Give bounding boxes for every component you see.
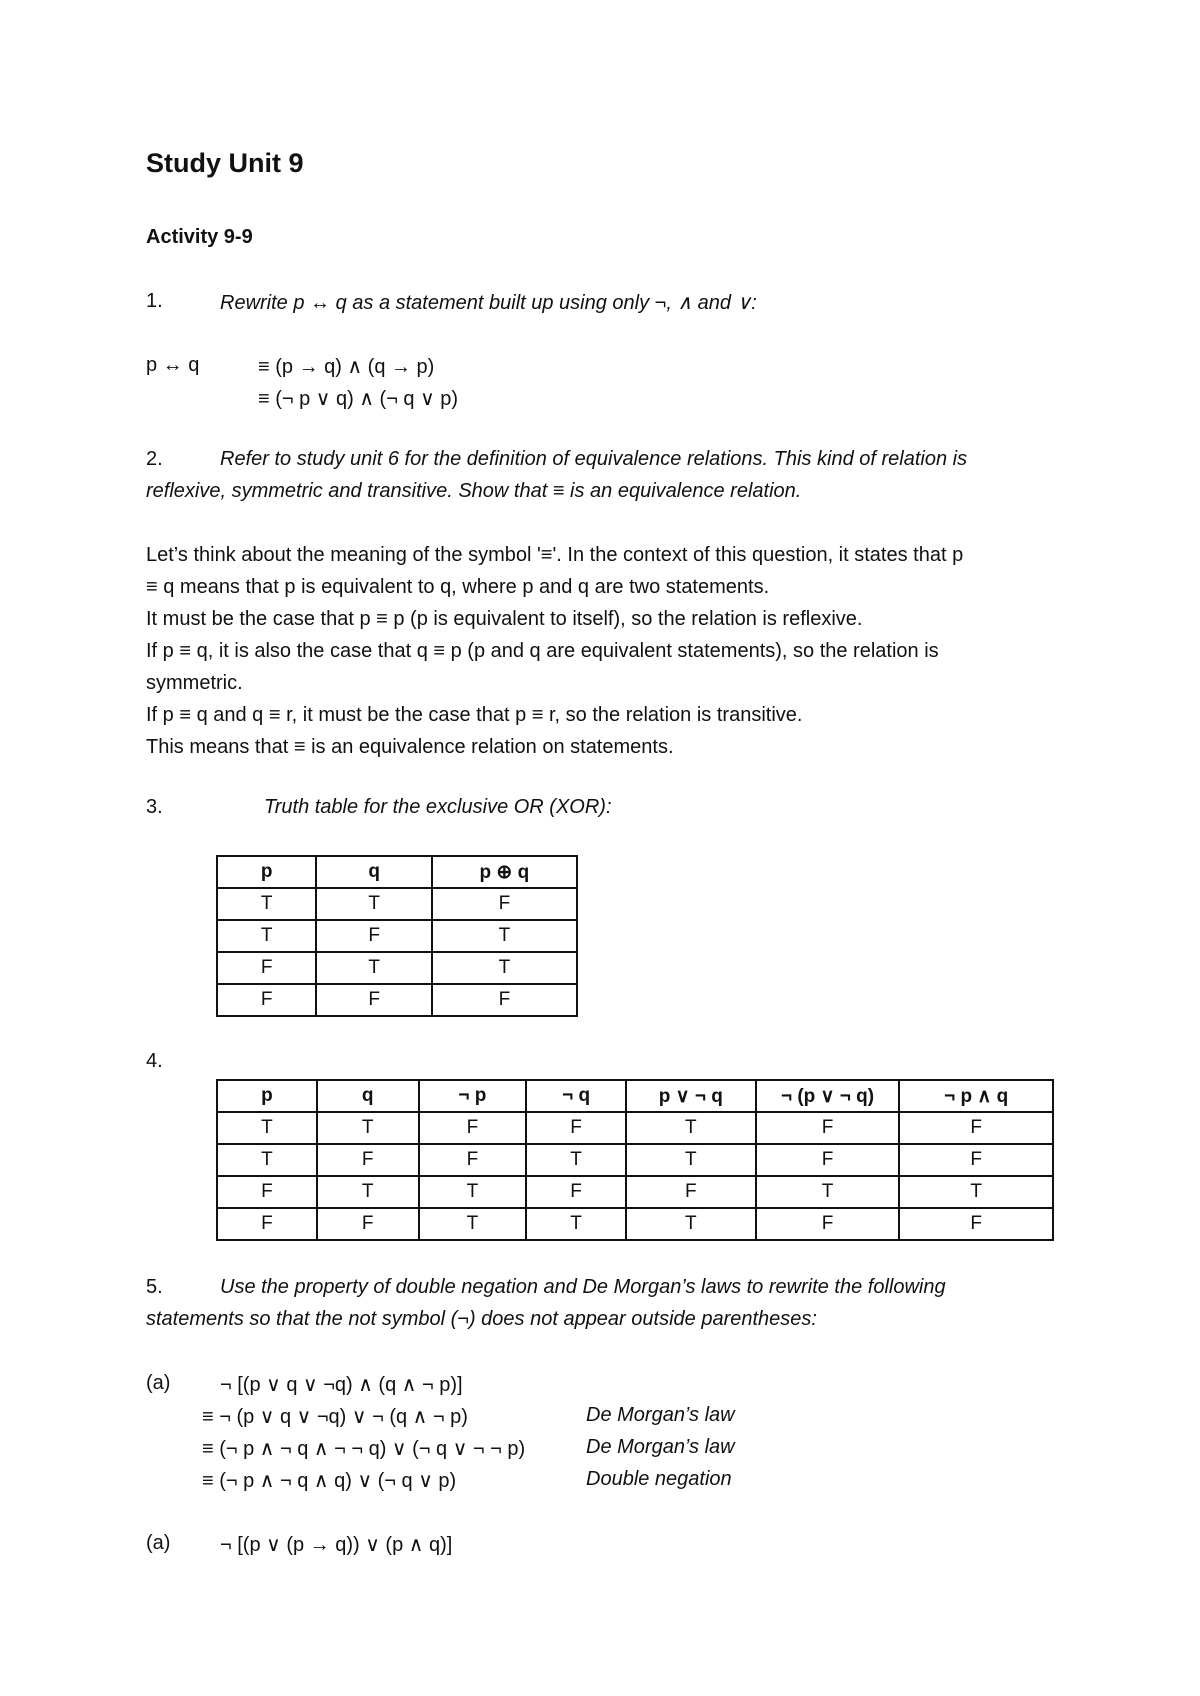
table-cell: F xyxy=(432,888,577,920)
table-cell: T xyxy=(526,1144,626,1176)
q3-number: 3. xyxy=(146,796,163,818)
table-cell: F xyxy=(217,1176,317,1208)
q4-number: 4. xyxy=(146,1050,163,1072)
table-cell: F xyxy=(317,1144,419,1176)
table-cell: T xyxy=(317,1112,419,1144)
column-header: ¬ (p ∨ ¬ q) xyxy=(756,1080,900,1112)
table-row xyxy=(217,1144,1053,1176)
q2-answer-line-5: symmetric. xyxy=(146,672,243,694)
column-header: ¬ p xyxy=(419,1080,527,1112)
table-cell: F xyxy=(756,1112,900,1144)
table-cell: T xyxy=(432,952,577,984)
table-cell: F xyxy=(217,1208,317,1240)
column-header: p ∨ ¬ q xyxy=(626,1080,756,1112)
q5-part-b-label: (a) xyxy=(146,1532,171,1554)
q2-prompt-line-2: reflexive, symmetric and transitive. Show that ≡ is an equivalence relation. xyxy=(146,480,802,502)
table-row xyxy=(217,952,577,984)
column-header: q xyxy=(316,856,431,888)
table-cell: T xyxy=(432,920,577,952)
table-cell: F xyxy=(316,920,431,952)
table-cell: T xyxy=(317,1176,419,1208)
table-cell: F xyxy=(899,1144,1053,1176)
table-cell: F xyxy=(526,1112,626,1144)
table-cell: F xyxy=(316,984,431,1016)
q5-step-2-expression: ≡ (¬ p ∧ ¬ q ∧ ¬ ¬ q) ∨ (¬ q ∨ ¬ ¬ p) xyxy=(202,1438,526,1460)
column-header: p ⊕ q xyxy=(432,856,577,888)
q1-step-2: ≡ (¬ p ∨ q) ∧ (¬ q ∨ p) xyxy=(258,388,459,410)
table-row xyxy=(217,1208,1053,1240)
q2-answer-line-2: ≡ q means that p is equivalent to q, where p and q are two statements. xyxy=(146,576,770,598)
q2-answer-line-7: This means that ≡ is an equivalence relation on statements. xyxy=(146,736,674,758)
table-cell: T xyxy=(899,1176,1053,1208)
q2-number: 2. xyxy=(146,448,163,470)
q1-number: 1. xyxy=(146,290,163,312)
table-cell: F xyxy=(756,1208,900,1240)
table-cell: F xyxy=(217,952,316,984)
q5-part-b-expression: ¬ [(p ∨ (p → q)) ∨ (p ∧ q)] xyxy=(220,1534,453,1556)
table-cell: T xyxy=(419,1176,527,1208)
column-header: p xyxy=(217,856,316,888)
q3-prompt: Truth table for the exclusive OR (XOR): xyxy=(264,796,612,818)
table-cell: T xyxy=(217,920,316,952)
q5-step-3-expression: ≡ (¬ p ∧ ¬ q ∧ q) ∨ (¬ q ∨ p) xyxy=(202,1470,457,1492)
q2-answer-line-6: If p ≡ q and q ≡ r, it must be the case that p ≡ r, so the relation is transitive. xyxy=(146,704,803,726)
table-cell: F xyxy=(526,1176,626,1208)
table-cell: T xyxy=(316,952,431,984)
table-cell: F xyxy=(419,1144,527,1176)
q5-step-1-expression: ≡ ¬ (p ∨ q ∨ ¬q) ∨ ¬ (q ∧ ¬ p) xyxy=(202,1406,468,1428)
activity-heading: Activity 9-9 xyxy=(146,226,253,248)
table-cell: F xyxy=(432,984,577,1016)
table-cell: T xyxy=(626,1208,756,1240)
xor-truth-table xyxy=(216,855,578,1017)
table-cell: T xyxy=(217,1144,317,1176)
table-row xyxy=(217,1112,1053,1144)
q5-step-1-reason: De Morgan’s law xyxy=(586,1404,735,1426)
table-cell: T xyxy=(217,1112,317,1144)
q5-part-a-expression: ¬ [(p ∨ q ∨ ¬q) ∧ (q ∧ ¬ p)] xyxy=(220,1374,463,1396)
table-row xyxy=(217,888,577,920)
q1-step-1: ≡ (p → q) ∧ (q → p) xyxy=(258,356,435,378)
table-cell: T xyxy=(756,1176,900,1208)
table-cell: T xyxy=(626,1112,756,1144)
q2-prompt-line-1: Refer to study unit 6 for the definition of equivalence relations. This kind of relation is xyxy=(220,448,968,470)
q5-prompt-line-1: Use the property of double negation and De Morgan’s laws to rewrite the following xyxy=(220,1276,946,1298)
table-cell: F xyxy=(899,1208,1053,1240)
table-cell: F xyxy=(419,1112,527,1144)
negation-truth-table xyxy=(216,1079,1054,1241)
table-row xyxy=(217,920,577,952)
table-cell: F xyxy=(217,984,316,1016)
table-cell: F xyxy=(626,1176,756,1208)
q2-answer-line-4: If p ≡ q, it is also the case that q ≡ p (p and q are equivalent statements), so the relation is xyxy=(146,640,939,662)
table-row xyxy=(217,1176,1053,1208)
q1-lhs: p ↔ q xyxy=(146,354,200,376)
table-cell: T xyxy=(316,888,431,920)
table-header-row xyxy=(217,856,577,888)
column-header: p xyxy=(217,1080,317,1112)
column-header: ¬ p ∧ q xyxy=(899,1080,1053,1112)
table-row xyxy=(217,984,577,1016)
q5-part-a-label: (a) xyxy=(146,1372,171,1394)
column-header: ¬ q xyxy=(526,1080,626,1112)
column-header: q xyxy=(317,1080,419,1112)
table-cell: F xyxy=(899,1112,1053,1144)
q5-step-3-reason: Double negation xyxy=(586,1468,732,1490)
q2-answer-line-3: It must be the case that p ≡ p (p is equivalent to itself), so the relation is reflexive. xyxy=(146,608,863,630)
page-title: Study Unit 9 xyxy=(146,148,304,178)
q2-answer-line-1: Let’s think about the meaning of the symbol '≡'. In the context of this question, it states that p xyxy=(146,544,964,566)
table-cell: T xyxy=(419,1208,527,1240)
table-cell: T xyxy=(626,1144,756,1176)
table-cell: F xyxy=(756,1144,900,1176)
table-cell: T xyxy=(526,1208,626,1240)
q1-prompt: Rewrite p ↔ q as a statement built up using only ¬, ∧ and ∨: xyxy=(220,292,757,314)
table-cell: F xyxy=(317,1208,419,1240)
q5-step-2-reason: De Morgan’s law xyxy=(586,1436,735,1458)
table-cell: T xyxy=(217,888,316,920)
q5-prompt-line-2: statements so that the not symbol (¬) does not appear outside parentheses: xyxy=(146,1308,817,1330)
q5-number: 5. xyxy=(146,1276,163,1298)
table-header-row xyxy=(217,1080,1053,1112)
